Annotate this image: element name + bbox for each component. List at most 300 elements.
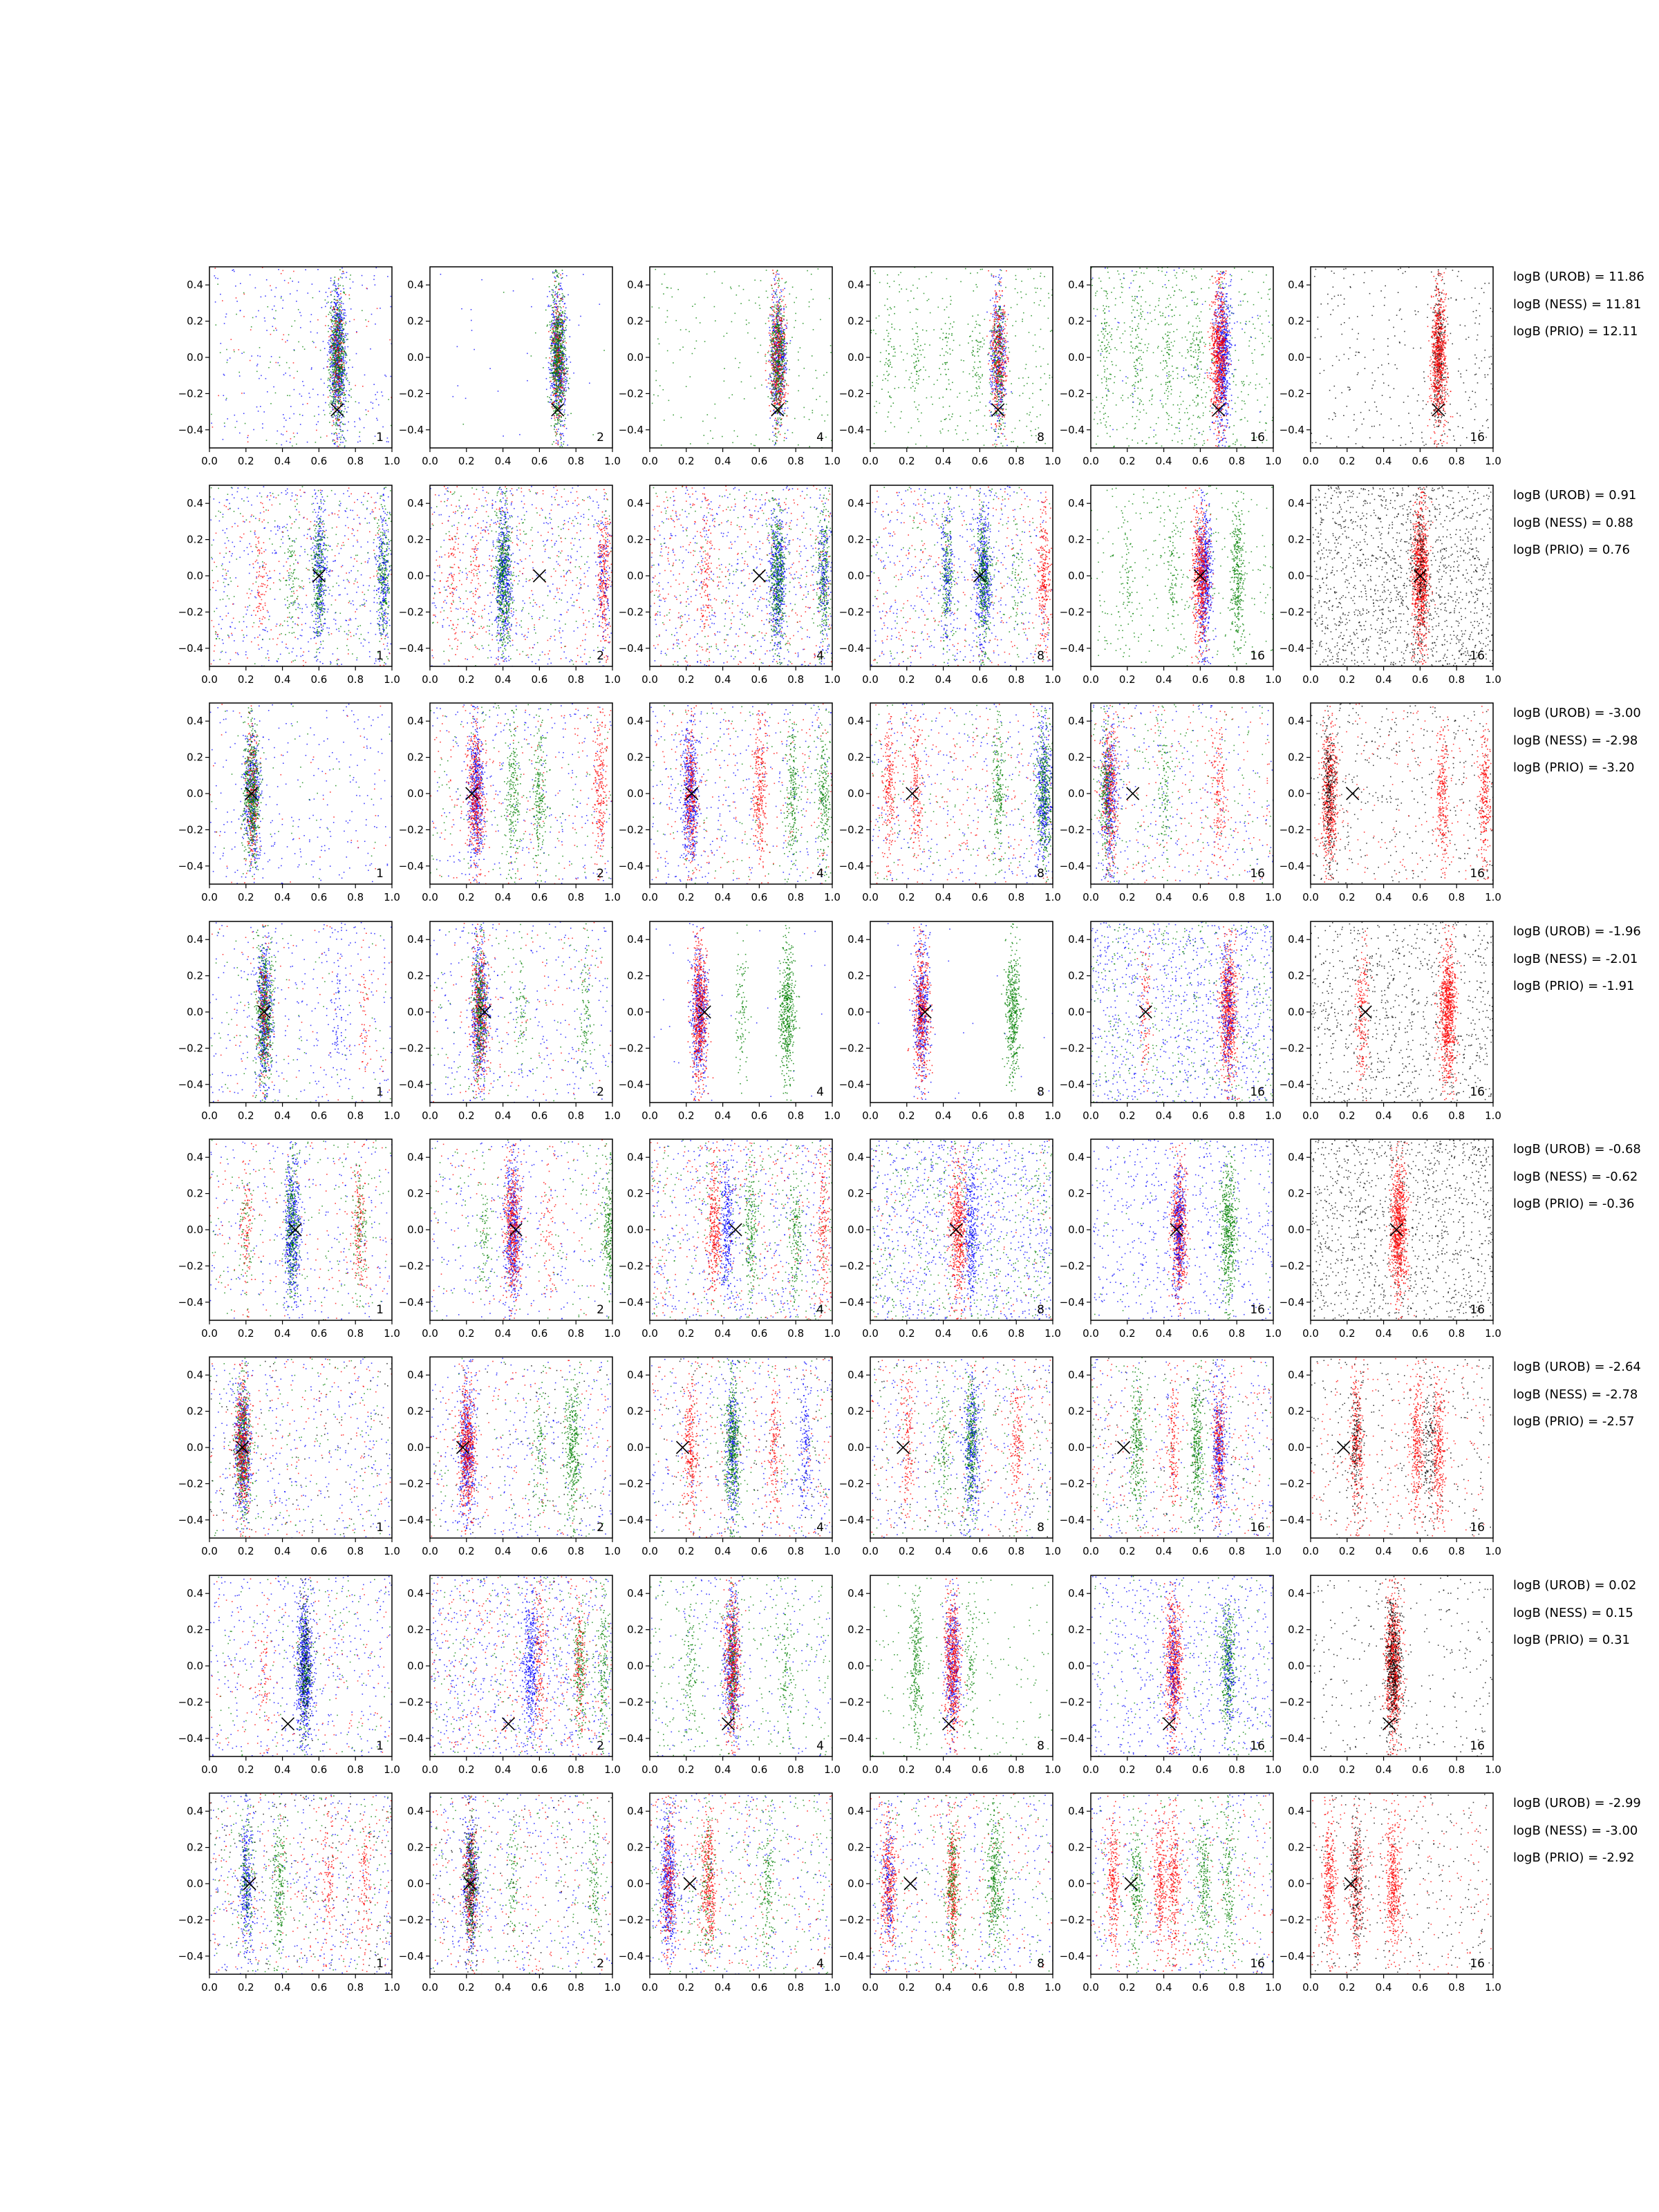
scatter-point (565, 383, 567, 384)
scatter-point (559, 321, 560, 323)
scatter-point (344, 337, 346, 338)
scatter-point (565, 341, 566, 342)
scatter-point (332, 373, 333, 374)
scatter-point (344, 370, 345, 371)
scatter-point (561, 343, 563, 344)
scatter-point (341, 327, 342, 328)
scatter-point (562, 409, 563, 411)
scatter-point (552, 332, 553, 333)
scatter-point (368, 321, 369, 322)
scatter-point (323, 395, 324, 396)
scatter-point (790, 340, 791, 341)
scatter-point (784, 343, 785, 344)
scatter-point (780, 415, 781, 416)
scatter-point (803, 407, 805, 409)
scatter-point (786, 364, 787, 365)
scatter-point (330, 335, 331, 336)
scatter-point (784, 440, 785, 442)
scatter-point (337, 347, 339, 348)
scatter-point (346, 333, 347, 335)
scatter-point (773, 410, 774, 411)
scatter-point (563, 357, 565, 358)
scatter-point (657, 339, 659, 340)
scatter-point (771, 356, 772, 357)
scatter-point (362, 310, 363, 312)
scatter-point (769, 332, 770, 334)
scatter-point (779, 418, 780, 419)
scatter-point (335, 396, 337, 397)
scatter-point (561, 364, 563, 365)
scatter-point (779, 303, 780, 304)
scatter-point (560, 446, 561, 447)
scatter-point (338, 283, 339, 285)
scatter-point (391, 376, 392, 377)
scatter-point (731, 288, 732, 290)
scatter-point (791, 337, 793, 338)
scatter-point (527, 380, 528, 382)
scatter-point (558, 419, 559, 420)
scatter-point (813, 329, 814, 330)
scatter-point (556, 313, 557, 315)
scatter-point (336, 289, 337, 290)
scatter-point (559, 315, 561, 317)
scatter-point (553, 349, 554, 350)
scatter-point (341, 356, 343, 357)
scatter-point (337, 377, 339, 379)
scatter-point (348, 394, 350, 395)
scatter-point (784, 336, 785, 337)
scatter-point (563, 340, 564, 341)
scatter-point (285, 341, 286, 343)
scatter-point (341, 307, 342, 308)
scatter-point (553, 388, 554, 390)
scatter-point (767, 386, 768, 388)
scatter-point (330, 350, 332, 352)
scatter-point (551, 364, 552, 365)
scatter-point (283, 300, 284, 301)
scatter-point (354, 319, 355, 321)
scatter-point (344, 363, 345, 364)
scatter-point (774, 312, 776, 313)
scatter-point (783, 394, 785, 395)
scatter-point (552, 324, 553, 325)
scatter-point (749, 322, 750, 324)
scatter-point (688, 331, 690, 332)
scatter-point (556, 293, 558, 294)
scatter-point (560, 350, 561, 351)
scatter-point (556, 386, 557, 387)
scatter-point (348, 401, 349, 402)
scatter-point (261, 297, 262, 298)
scatter-point (328, 351, 330, 353)
scatter-point (772, 393, 774, 394)
scatter-point (341, 362, 343, 363)
x-tick-label: 0.6 (531, 455, 547, 467)
scatter-point (592, 434, 594, 435)
scatter-point (339, 327, 341, 328)
scatter-point (343, 339, 344, 341)
scatter-point (332, 324, 333, 325)
scatter-point (550, 327, 552, 328)
scatter-point (275, 393, 276, 394)
scatter-point (772, 350, 774, 351)
scatter-point (329, 349, 330, 350)
scatter-point (290, 278, 291, 279)
scatter-point (779, 338, 780, 339)
scatter-point (778, 377, 779, 379)
scatter-point (331, 342, 332, 344)
scatter-point (755, 445, 756, 447)
scatter-point (319, 291, 320, 292)
scatter-point (781, 368, 782, 370)
scatter-point (565, 369, 566, 371)
scatter-point (549, 291, 550, 292)
scatter-point (330, 360, 331, 362)
scatter-point (774, 444, 776, 446)
scatter-point (771, 397, 773, 399)
scatter-point (337, 413, 339, 415)
scatter-point (346, 440, 347, 442)
scatter-point (555, 391, 556, 392)
scatter-point (558, 320, 559, 321)
scatter-point (769, 345, 771, 346)
scatter-point (342, 388, 344, 390)
scatter-point (339, 353, 341, 354)
scatter-point (341, 297, 342, 298)
scatter-point (338, 371, 339, 373)
scatter-point (553, 331, 554, 332)
scatter-point (350, 288, 351, 289)
scatter-point (779, 368, 780, 370)
scatter-point (562, 297, 563, 298)
scatter-point (339, 377, 340, 378)
scatter-point (287, 340, 288, 341)
scatter-point (774, 387, 776, 388)
scatter-point (559, 380, 560, 382)
scatter-point (570, 413, 572, 414)
scatter-point (749, 300, 750, 301)
scatter-point (561, 438, 562, 439)
scatter-point (549, 402, 550, 403)
scatter-point (329, 328, 330, 329)
scatter-point (281, 433, 282, 435)
scatter-point (704, 297, 705, 299)
scatter-point (229, 357, 231, 359)
scatter-point (554, 281, 556, 282)
scatter-point (222, 300, 223, 301)
scatter-point (339, 368, 341, 370)
scatter-point (776, 342, 778, 344)
scatter-point (334, 343, 335, 344)
scatter-point (776, 397, 777, 398)
scatter-point (328, 385, 330, 386)
scatter-point (329, 379, 330, 380)
scatter-point (558, 297, 559, 298)
scatter-point (342, 366, 344, 368)
scatter-point (553, 330, 554, 331)
scatter-point (323, 341, 324, 342)
scatter-point (556, 325, 557, 326)
scatter-point (331, 347, 332, 348)
scatter-point (217, 278, 218, 279)
scatter-point (344, 288, 345, 290)
scatter-point (335, 359, 336, 361)
scatter-point (346, 375, 347, 377)
scatter-point (344, 317, 345, 319)
scatter-point (565, 354, 566, 355)
scatter-point (564, 319, 565, 320)
scatter-point (339, 384, 341, 385)
scatter-point (781, 345, 782, 346)
scatter-point (776, 294, 778, 296)
scatter-point (343, 319, 344, 320)
scatter-point (784, 368, 785, 370)
scatter-point (778, 379, 779, 380)
scatter-point (786, 306, 787, 308)
scatter-point (311, 368, 312, 370)
scatter-point (557, 328, 559, 329)
scatter-point (566, 275, 568, 276)
scatter-point (730, 287, 731, 288)
scatter-point (330, 377, 331, 378)
scatter-point (563, 295, 564, 297)
scatter-point (332, 353, 334, 354)
scatter-point (346, 315, 347, 317)
scatter-point (471, 320, 472, 321)
scatter-point (513, 290, 514, 292)
scatter-point (337, 354, 339, 355)
scatter-point (776, 402, 777, 404)
scatter-point (774, 402, 776, 404)
scatter-point (561, 362, 562, 363)
scatter-point (784, 312, 785, 313)
scatter-point (772, 367, 774, 368)
scatter-point (336, 400, 337, 401)
scatter-point (776, 401, 778, 402)
scatter-point (781, 366, 782, 368)
scatter-point (557, 400, 559, 401)
scatter-point (350, 397, 352, 398)
scatter-point (337, 302, 338, 303)
scatter-point (345, 397, 346, 399)
scatter-point (563, 363, 564, 364)
scatter-point (563, 382, 564, 383)
scatter-point (561, 332, 563, 334)
scatter-point (769, 327, 771, 328)
scatter-point (563, 373, 564, 374)
scatter-point (310, 397, 311, 398)
scatter-point (218, 395, 219, 397)
scatter-point (772, 346, 774, 348)
scatter-point (335, 400, 337, 401)
scatter-point (743, 289, 744, 290)
scatter-point (335, 324, 336, 325)
scatter-point (675, 320, 677, 321)
scatter-point (343, 271, 344, 272)
scatter-point (556, 288, 557, 289)
scatter-point (774, 297, 776, 299)
scatter-point (556, 373, 558, 374)
scatter-point (783, 397, 785, 398)
scatter-point (665, 322, 666, 324)
scatter-point (334, 336, 335, 337)
scatter-point (564, 398, 565, 400)
scatter-point (560, 426, 561, 427)
scatter-point (335, 432, 337, 433)
scatter-point (781, 391, 782, 393)
scatter-point (546, 389, 547, 391)
scatter-point (555, 310, 556, 311)
scatter-point (777, 387, 778, 388)
scatter-point (370, 348, 371, 350)
scatter-point (779, 378, 780, 379)
scatter-point (740, 362, 741, 364)
scatter-point (344, 315, 345, 316)
scatter-point (776, 351, 778, 353)
scatter-point (387, 438, 388, 439)
scatter-point (211, 414, 212, 415)
scatter-point (778, 324, 779, 326)
scatter-point (771, 315, 773, 316)
scatter-point (346, 401, 347, 402)
scatter-point (821, 415, 823, 416)
scatter-point (302, 346, 303, 348)
scatter-point (551, 418, 552, 420)
scatter-point (559, 366, 561, 367)
scatter-point (783, 319, 785, 320)
scatter-point (337, 418, 339, 419)
scatter-point (560, 346, 561, 348)
scatter-point (334, 357, 335, 359)
scatter-point (561, 366, 563, 368)
scatter-point (343, 349, 344, 350)
scatter-point (780, 399, 782, 400)
scatter-point (780, 434, 781, 435)
scatter-point (774, 321, 775, 323)
scatter-point (784, 329, 785, 330)
scatter-point (340, 442, 341, 443)
scatter-point (786, 353, 787, 354)
scatter-point (556, 281, 557, 282)
scatter-point (341, 437, 342, 438)
scatter-point (690, 376, 691, 377)
scatter-point (551, 366, 552, 367)
scatter-point (769, 375, 771, 376)
scatter-point (344, 411, 345, 413)
scatter-point (386, 376, 387, 377)
scatter-point (784, 363, 785, 364)
scatter-point (299, 393, 301, 395)
scatter-point (785, 325, 786, 326)
scatter-point (559, 303, 561, 305)
scatter-point (343, 355, 344, 357)
scatter-point (335, 312, 337, 314)
scatter-point (781, 326, 782, 328)
scatter-point (776, 393, 778, 394)
scatter-point (777, 355, 778, 356)
scatter-point (337, 415, 339, 417)
scatter-point (792, 287, 794, 288)
scatter-point (553, 327, 554, 328)
scatter-point (339, 417, 340, 418)
scatter-point (256, 365, 258, 366)
scatter-point (775, 346, 776, 348)
scatter-point (798, 444, 799, 446)
y-tick-label: 0.2 (407, 315, 424, 328)
scatter-point (556, 306, 558, 308)
scatter-point (318, 406, 319, 408)
scatter-point (781, 337, 782, 339)
scatter-point (326, 316, 327, 317)
scatter-point (780, 319, 782, 321)
scatter-point (341, 383, 343, 384)
scatter-point (346, 412, 348, 413)
scatter-point (344, 354, 345, 355)
scatter-point (554, 378, 555, 379)
scatter-point (345, 377, 346, 379)
scatter-point (773, 337, 774, 339)
scatter-point (565, 319, 567, 321)
scatter-point (355, 426, 356, 427)
scatter-point (781, 308, 782, 310)
scatter-point (341, 375, 343, 376)
scatter-point (341, 326, 342, 327)
scatter-point (792, 432, 794, 433)
scatter-point (339, 312, 341, 314)
scatter-point (556, 320, 557, 321)
scatter-point (563, 306, 564, 308)
scatter-point (377, 392, 378, 393)
scatter-point (771, 379, 772, 381)
scatter-point (335, 353, 337, 354)
scatter-point (558, 348, 559, 349)
scatter-point (561, 337, 562, 338)
scatter-point (268, 306, 269, 308)
scatter-point (556, 414, 558, 415)
scatter-point (212, 427, 214, 428)
scatter-point (564, 358, 565, 359)
scatter-point (260, 356, 261, 357)
scatter-point (661, 444, 662, 446)
scatter-point (334, 290, 335, 291)
scatter-point (773, 319, 774, 321)
scatter-point (552, 383, 553, 384)
scatter-point (560, 436, 561, 438)
scatter-point (780, 355, 782, 356)
scatter-point (559, 339, 561, 341)
scatter-point (335, 379, 336, 381)
scatter-point (555, 348, 556, 350)
x-tick-label: 1.0 (384, 455, 400, 467)
scatter-point (335, 346, 336, 347)
scatter-point (765, 323, 767, 324)
scatter-point (563, 332, 565, 334)
scatter-point (773, 338, 774, 339)
scatter-point (215, 301, 216, 303)
scatter-point (559, 351, 560, 353)
scatter-point (771, 344, 773, 345)
scatter-point (779, 395, 780, 397)
scatter-point (667, 317, 668, 318)
scatter-point (825, 437, 827, 438)
scatter-point (736, 294, 738, 296)
scatter-point (311, 367, 312, 368)
scatter-point (339, 378, 341, 379)
scatter-point (336, 351, 337, 353)
scatter-point (603, 350, 605, 351)
scatter-point (334, 281, 335, 283)
scatter-point (335, 442, 336, 443)
